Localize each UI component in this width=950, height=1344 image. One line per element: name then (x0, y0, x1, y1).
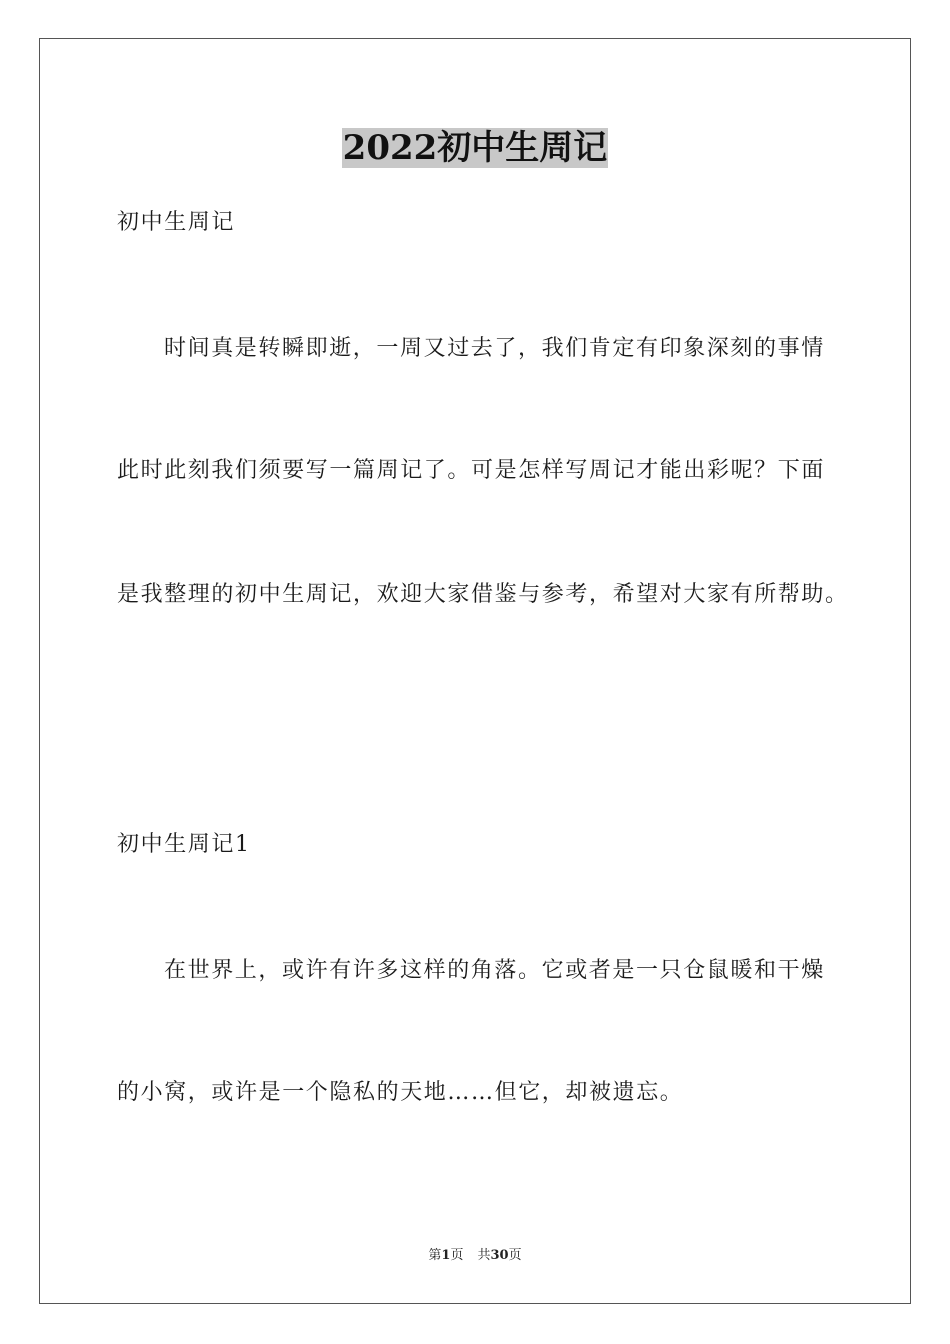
document-title-text: 2022初中生周记 (342, 128, 608, 168)
document-title (0, 128, 950, 168)
intro-paragraph-line-1: 时间真是转瞬即逝，一周又过去了，我们肯定有印象深刻的事情 (164, 336, 825, 361)
footer-page-number: 1 (441, 1248, 451, 1263)
intro-heading: 初中生周记 (117, 210, 236, 235)
section-1-heading: 初中生周记1 (117, 832, 251, 857)
section-1-paragraph-line-1: 在世界上，或许有许多这样的角落。它或者是一只仓鼠暖和干燥 (164, 958, 825, 983)
footer-total-prefix: 共 (477, 1248, 491, 1263)
section-1-paragraph-line-2: 的小窝，或许是一个隐私的天地……但它，却被遗忘。 (117, 1080, 684, 1105)
page-footer (0, 1248, 950, 1264)
footer-page-prefix: 第 (428, 1248, 442, 1263)
intro-paragraph-line-3: 是我整理的初中生周记，欢迎大家借鉴与参考，希望对大家有所帮助。 (117, 582, 849, 607)
footer-total-pages: 30 (490, 1248, 509, 1263)
footer-page-suffix: 页 (450, 1248, 464, 1263)
intro-paragraph-line-2: 此时此刻我们须要写一篇周记了。可是怎样写周记才能出彩呢？下面 (117, 458, 826, 483)
footer-total-suffix: 页 (508, 1248, 522, 1263)
